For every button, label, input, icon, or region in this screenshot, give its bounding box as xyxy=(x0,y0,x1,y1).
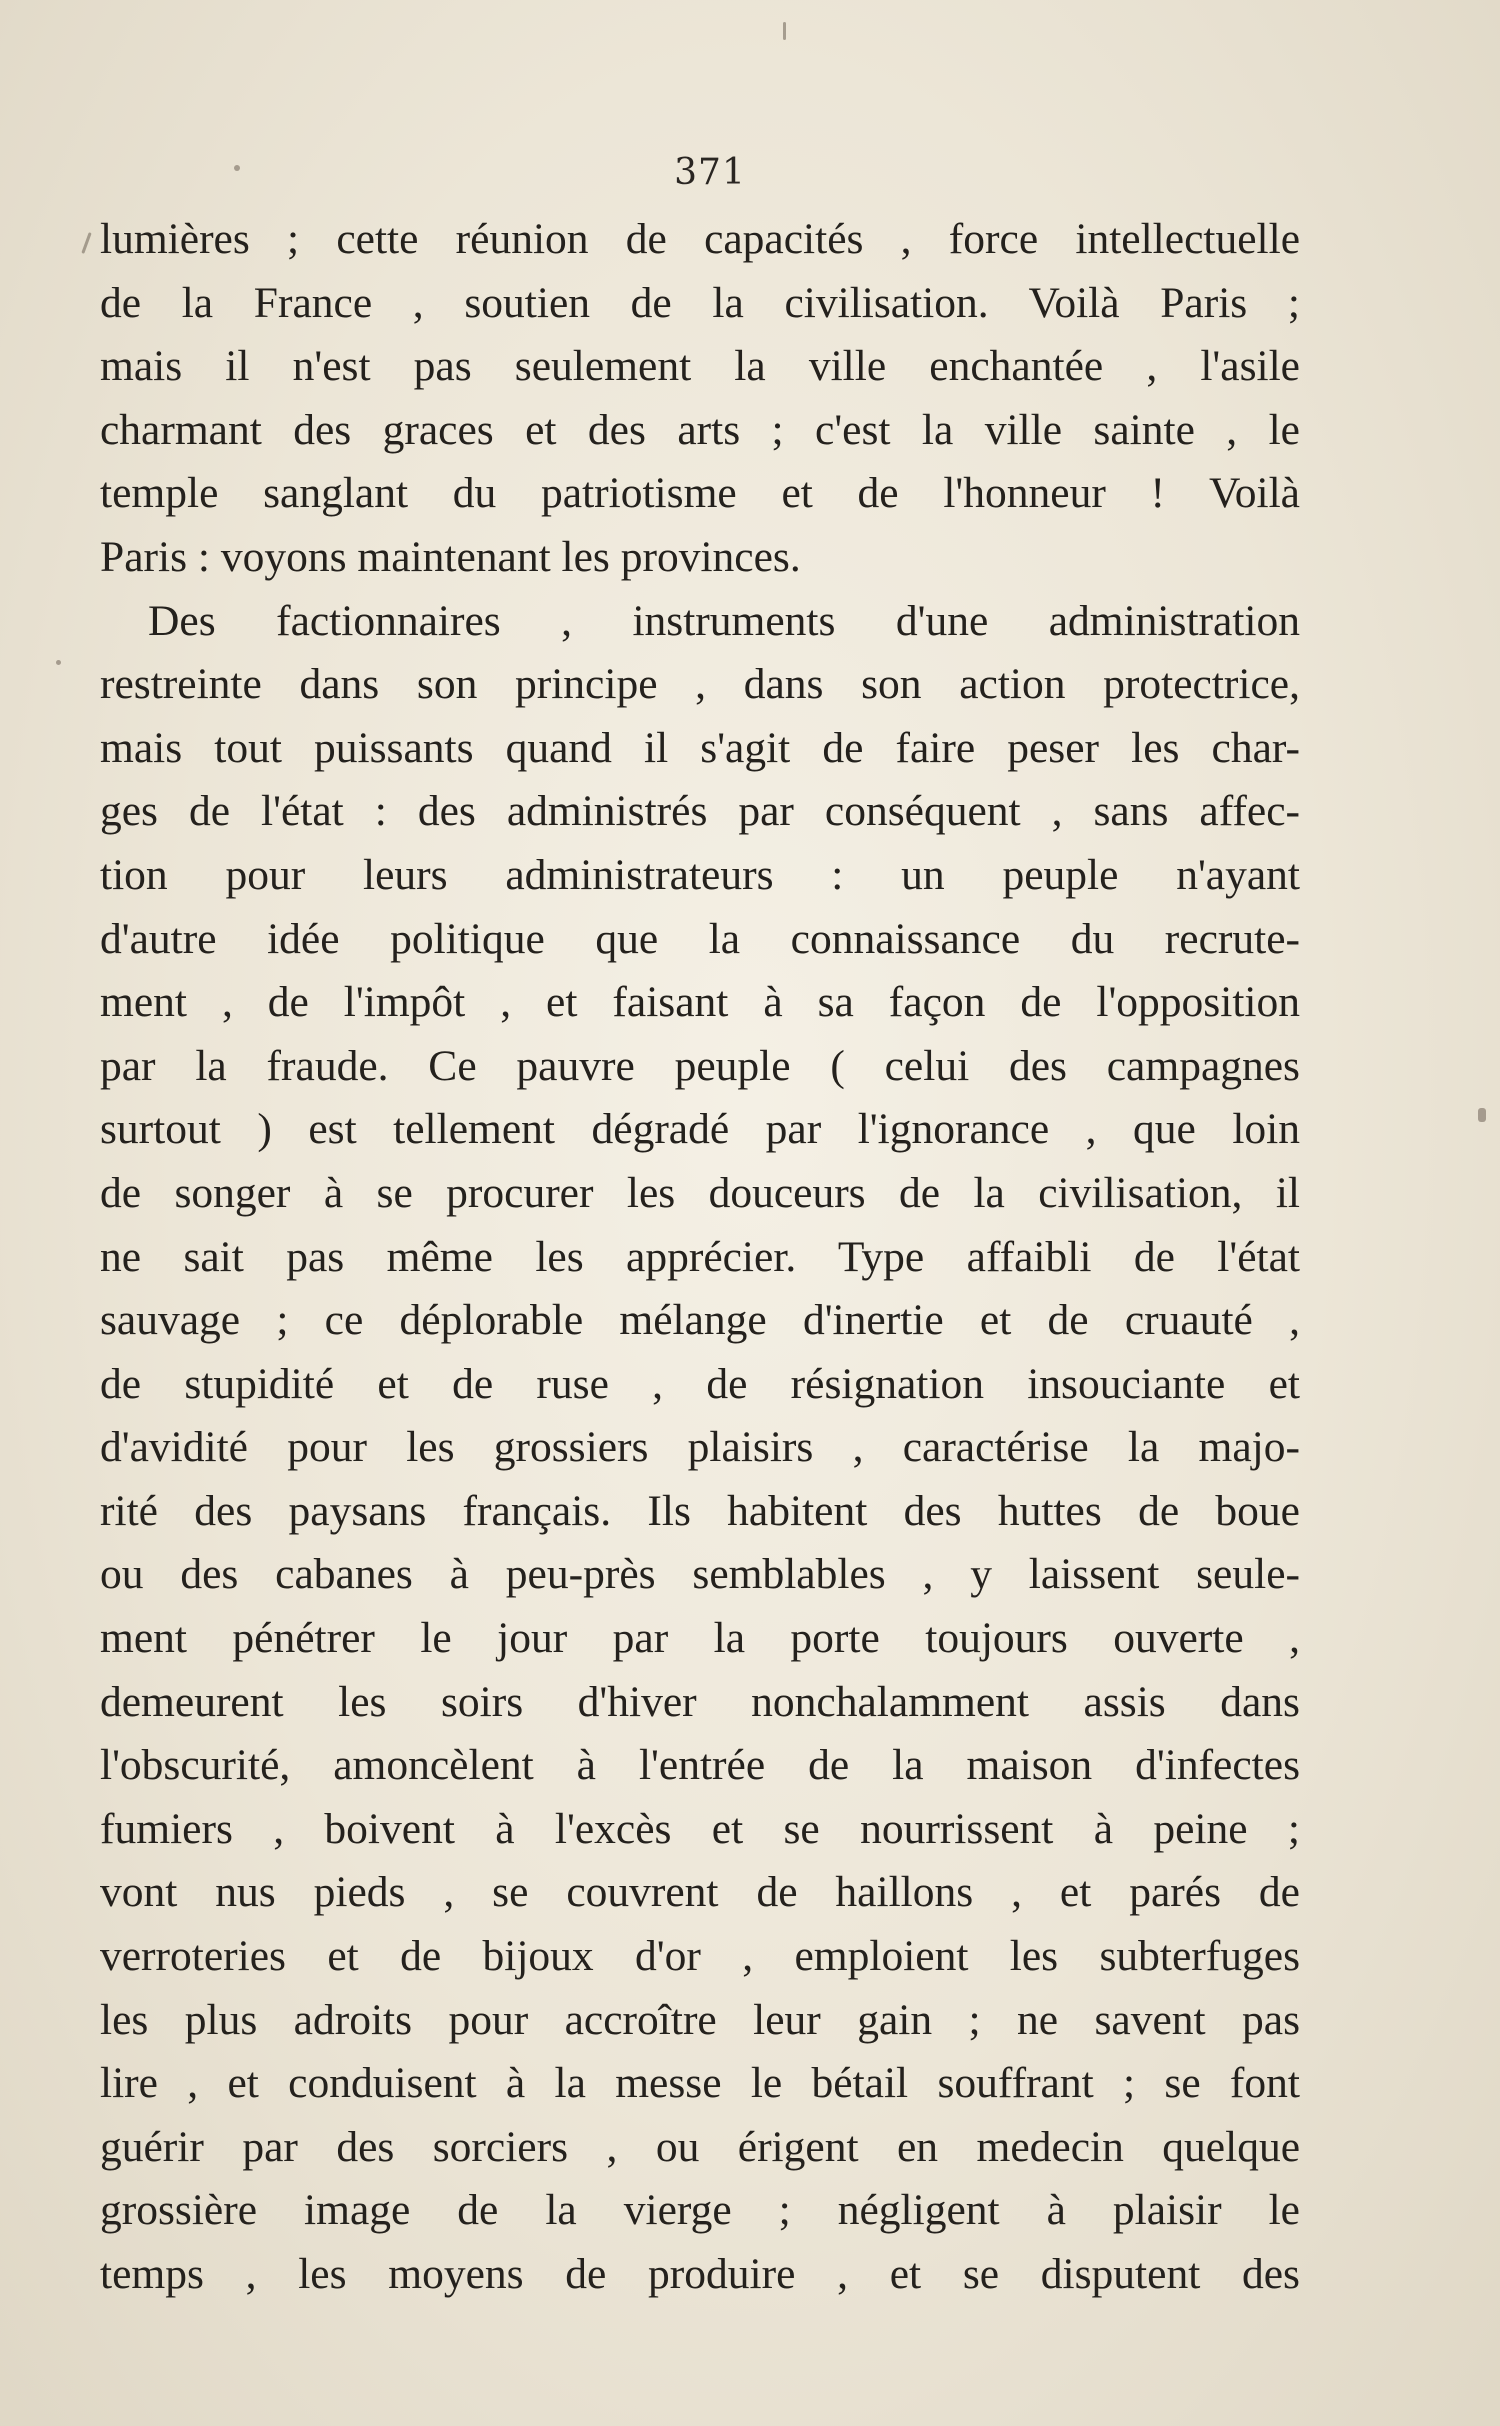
paper-speck xyxy=(56,660,61,665)
body-text xyxy=(100,208,1300,2307)
paper-speck xyxy=(1478,1108,1486,1122)
text-line: mais tout puissants quand il s'agit de faire peser les char- xyxy=(100,723,1300,772)
text-line: vont nus pieds , se couvrent de haillons , et parés de xyxy=(100,1868,1300,1917)
text-line: d'avidité pour les grossiers plaisirs , caractérise la majo- xyxy=(100,1423,1300,1472)
text-line: les plus adroits pour accroître leur gain ; ne savent pas xyxy=(100,1995,1300,2044)
page-number: 371 xyxy=(674,152,746,193)
text-line: temps , les moyens de produire , et se disputent des xyxy=(100,2250,1300,2298)
text-line: ou des cabanes à peu-près semblables , y laissent seule- xyxy=(100,1550,1300,1599)
text-line: rité des paysans français. Ils habitent des huttes de boue xyxy=(100,1486,1300,1535)
paper-speck xyxy=(783,22,786,40)
text-line: ment pénétrer le jour par la porte toujours ouverte , xyxy=(100,1614,1300,1663)
text-line: demeurent les soirs d'hiver nonchalamment assis dans xyxy=(100,1677,1300,1726)
paper-speck xyxy=(81,232,91,254)
paragraph-2 xyxy=(100,590,1300,2307)
text-line: charmant des graces et des arts ; c'est la ville sainte , le xyxy=(100,405,1300,454)
text-line: de la France , soutien de la civilisation. Voilà Paris ; xyxy=(100,278,1300,327)
paper-speck xyxy=(234,165,240,171)
text-line: lumières ; cette réunion de capacités , force intellectuelle xyxy=(100,215,1300,263)
text-line: sauvage ; ce déplorable mélange d'inertie et de cruauté , xyxy=(100,1296,1300,1345)
text-line: restreinte dans son principe , dans son action protectrice, xyxy=(100,660,1300,709)
text-line: ges de l'état : des administrés par conséquent , sans affec- xyxy=(100,787,1300,836)
text-line: Paris : voyons maintenant les provinces. xyxy=(100,532,801,581)
text-line: de songer à se procurer les douceurs de la civilisation, il xyxy=(100,1168,1300,1217)
text-line: verroteries et de bijoux d'or , emploient les subterfuges xyxy=(100,1932,1300,1981)
text-line: par la fraude. Ce pauvre peuple ( celui des campagnes xyxy=(100,1041,1300,1090)
text-line: ne sait pas même les apprécier. Type affaibli de l'état xyxy=(100,1232,1300,1281)
text-line: Des factionnaires , instruments d'une administration xyxy=(148,596,1300,645)
text-line: tion pour leurs administrateurs : un peuple n'ayant xyxy=(100,850,1300,899)
text-line: fumiers , boivent à l'excès et se nourrissent à peine ; xyxy=(100,1804,1300,1853)
text-line: de stupidité et de ruse , de résignation insouciante et xyxy=(100,1359,1300,1408)
text-line: lire , et conduisent à la messe le bétail souffrant ; se font xyxy=(100,2059,1300,2108)
text-line: grossière image de la vierge ; négligent à plaisir le xyxy=(100,2186,1300,2235)
text-line: mais il n'est pas seulement la ville enchantée , l'asile xyxy=(100,342,1300,391)
paragraph-1 xyxy=(100,208,1300,590)
text-line: l'obscurité, amoncèlent à l'entrée de la maison d'infectes xyxy=(100,1741,1300,1790)
text-line: temple sanglant du patriotisme et de l'honneur ! Voilà xyxy=(100,469,1300,518)
text-line: ment , de l'impôt , et faisant à sa façon de l'opposition xyxy=(100,978,1300,1027)
text-line: surtout ) est tellement dégradé par l'ignorance , que loin xyxy=(100,1105,1300,1154)
text-line: guérir par des sorciers , ou érigent en medecin quelque xyxy=(100,2122,1300,2171)
text-line: d'autre idée politique que la connaissance du recrute- xyxy=(100,914,1300,963)
